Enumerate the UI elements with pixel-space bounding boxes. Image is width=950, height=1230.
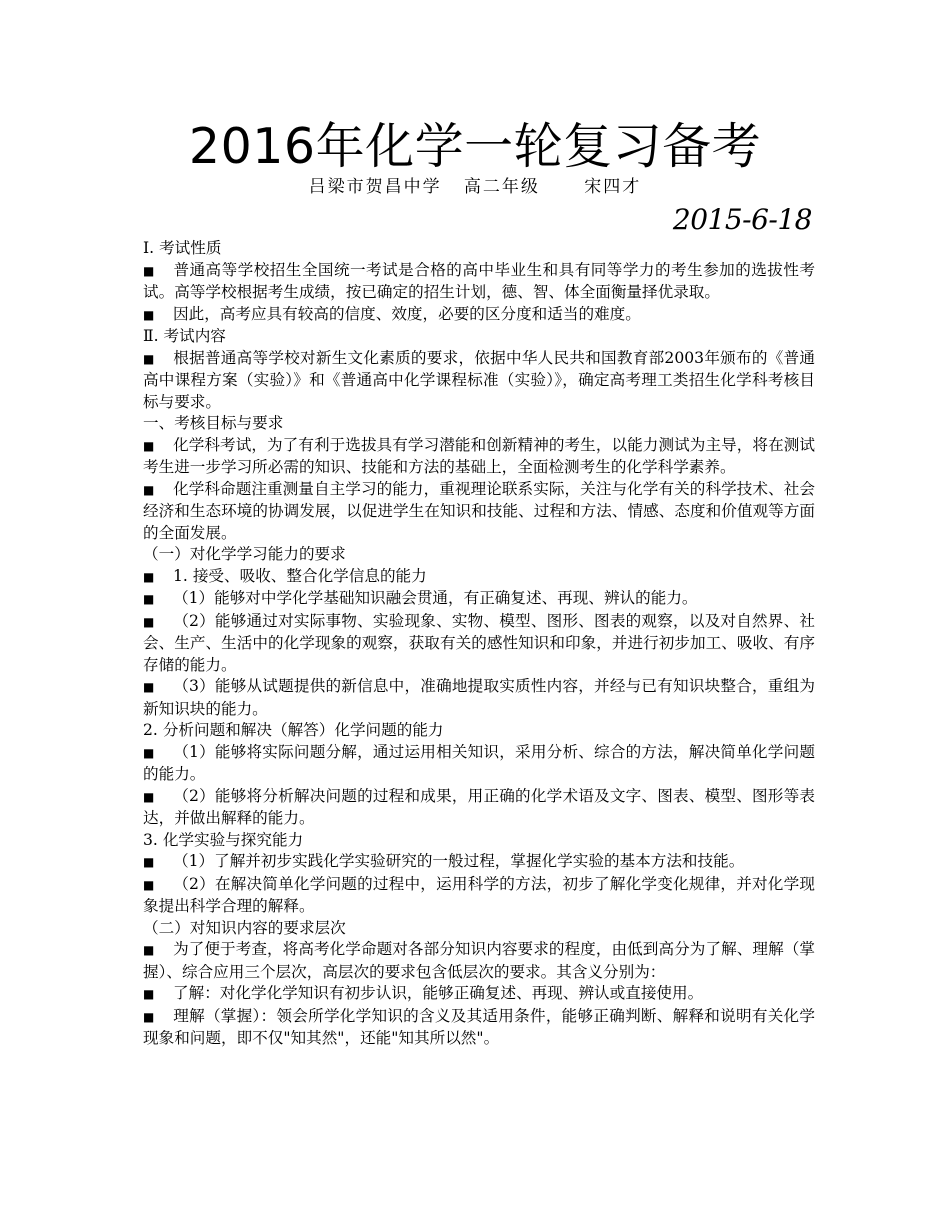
bullet-paragraph bbox=[143, 588, 815, 611]
paragraph-text: 化学科命题注重测量自主学习的能力，重视理论联系实际，关注与化学有关的科学技术、社会经济和生态环境的协调发展，以促进学生在知识和技能、过程和方法、情感、态度和价值观等方面的全面发展。 bbox=[143, 479, 815, 542]
section-heading bbox=[143, 544, 815, 566]
paragraph-text: 根据普通高等学校对新生文化素质的要求，依据中华人民共和国教育部2003年颁布的《普通高中课程方案（实验）》和《普通高中化学课程标准（实验）》，确定高考理工类招生化学科考核目标与要求。 bbox=[143, 348, 815, 411]
paragraph-text: Ⅰ. 考试性质 bbox=[143, 239, 222, 257]
bullet-square-icon: ■ bbox=[143, 745, 155, 760]
paragraph-text: 一、考核目标与要求 bbox=[143, 414, 284, 432]
bullet-square-icon: ■ bbox=[143, 263, 155, 278]
paragraph-text: 普通高等学校招生全国统一考试是合格的高中毕业生和具有同等学力的考生参加的选拔性考试。高等学校根据考生成绩，按已确定的招生计划，德、智、体全面衡量择优录取。 bbox=[143, 260, 815, 301]
bullet-paragraph bbox=[143, 851, 815, 874]
bullet-paragraph bbox=[143, 304, 815, 327]
bullet-paragraph bbox=[143, 348, 815, 414]
bullet-square-icon: ■ bbox=[143, 351, 155, 366]
bullet-square-icon: ■ bbox=[143, 614, 155, 629]
bullet-square-icon: ■ bbox=[143, 482, 155, 497]
bullet-square-icon: ■ bbox=[143, 1009, 155, 1024]
paragraph-text: 化学科考试，为了有利于选拔具有学习潜能和创新精神的考生，以能力测试为主导，将在测试考生进一步学习所必需的知识、技能和方法的基础上，全面检测考生的化学科学素养。 bbox=[143, 435, 815, 476]
paragraph-text: 1. 接受、吸收、整合化学信息的能力 bbox=[173, 566, 427, 585]
bullet-square-icon: ■ bbox=[143, 943, 155, 957]
bullet-paragraph bbox=[143, 1006, 815, 1050]
section-heading bbox=[143, 720, 815, 742]
paragraph-text: （2）在解决简单化学问题的过程中，运用科学的方法，初步了解化学变化规律，并对化学现象提出科学合理的解释。 bbox=[143, 874, 815, 915]
paragraph-text: 2. 分析问题和解决（解答）化学问题的能力 bbox=[143, 721, 444, 739]
bullet-paragraph bbox=[143, 566, 815, 589]
bullet-paragraph bbox=[143, 742, 815, 786]
document-subtitle: 吕梁市贺昌中学 高二年级 宋四才 bbox=[308, 177, 642, 197]
section-heading bbox=[143, 238, 815, 260]
bullet-square-icon: ■ bbox=[143, 592, 155, 606]
bullet-square-icon: ■ bbox=[143, 438, 155, 453]
bullet-square-icon: ■ bbox=[143, 307, 155, 322]
bullet-paragraph bbox=[143, 939, 815, 983]
bullet-square-icon: ■ bbox=[143, 855, 155, 869]
document-title: 2016年化学一轮复习备考 bbox=[188, 118, 762, 175]
paragraph-text: （3）能够从试题提供的新信息中，准确地提取实质性内容，并经与已有知识块整合，重组为新知识块的能力。 bbox=[143, 677, 815, 718]
paragraph-text: 为了便于考查，将高考化学命题对各部分知识内容要求的程度，由低到高分为了解、理解（掌握）、综合应用三个层次，高层次的要求包含低层次的要求。其含义分别为： bbox=[143, 940, 815, 981]
section-heading bbox=[143, 830, 815, 852]
paragraph-text: （2）能够通过对实际事物、实验现象、实物、模型、图形、图表的观察，以及对自然界、社会、生产、生活中的化学现象的观察，获取有关的感性知识和印象，并进行初步加工、吸收、有序存储的能力。 bbox=[143, 611, 815, 674]
bullet-paragraph bbox=[143, 676, 815, 720]
bullet-square-icon: ■ bbox=[143, 877, 155, 892]
bullet-paragraph bbox=[143, 983, 815, 1006]
bullet-square-icon: ■ bbox=[143, 789, 155, 804]
bullet-paragraph bbox=[143, 479, 815, 545]
document-date: 2015-6-18 bbox=[672, 203, 812, 236]
paragraph-text: （一）对化学学习能力的要求 bbox=[143, 545, 346, 563]
paragraph-text: （1）能够对中学化学基础知识融会贯通，有正确复述、再现、辨认的能力。 bbox=[173, 589, 698, 607]
paragraph-text: 了解：对化学化学知识有初步认识，能够正确复述、再现、辨认或直接使用。 bbox=[173, 984, 704, 1002]
paragraph-text: （1）能够将实际问题分解，通过运用相关知识，采用分析、综合的方法，解决简单化学问题的能力。 bbox=[143, 742, 815, 783]
paragraph-text: 3. 化学实验与探究能力 bbox=[143, 830, 304, 849]
paragraph-text: （2）能够将分析解决问题的过程和成果，用正确的化学术语及文字、图表、模型、图形等表达，并做出解释的能力。 bbox=[143, 786, 815, 827]
paragraph-text: （二）对知识内容的要求层次 bbox=[143, 918, 346, 937]
bullet-square-icon: ■ bbox=[143, 987, 155, 1001]
section-heading bbox=[143, 918, 815, 940]
bullet-paragraph bbox=[143, 260, 815, 304]
bullet-paragraph bbox=[143, 611, 815, 677]
paragraph-text: 理解（掌握）：领会所学化学知识的含义及其适用条件，能够正确判断、解释和说明有关化学现象和问题，即不仅"知其然"，还能"知其所以然"。 bbox=[143, 1006, 815, 1047]
paragraph-text: Ⅱ. 考试内容 bbox=[143, 327, 226, 345]
bullet-paragraph bbox=[143, 435, 815, 479]
bullet-paragraph bbox=[143, 874, 815, 918]
paragraph-text: （1）了解并初步实践化学实验研究的一般过程，掌握化学实验的基本方法和技能。 bbox=[173, 852, 745, 870]
section-heading bbox=[143, 326, 815, 348]
bullet-square-icon: ■ bbox=[143, 569, 155, 584]
section-heading bbox=[143, 413, 815, 435]
bullet-paragraph bbox=[143, 786, 815, 830]
paragraph-text: 因此，高考应具有较高的信度、效度，必要的区分度和适当的难度。 bbox=[173, 304, 641, 323]
bullet-square-icon: ■ bbox=[143, 680, 155, 694]
document-body bbox=[143, 238, 815, 1050]
